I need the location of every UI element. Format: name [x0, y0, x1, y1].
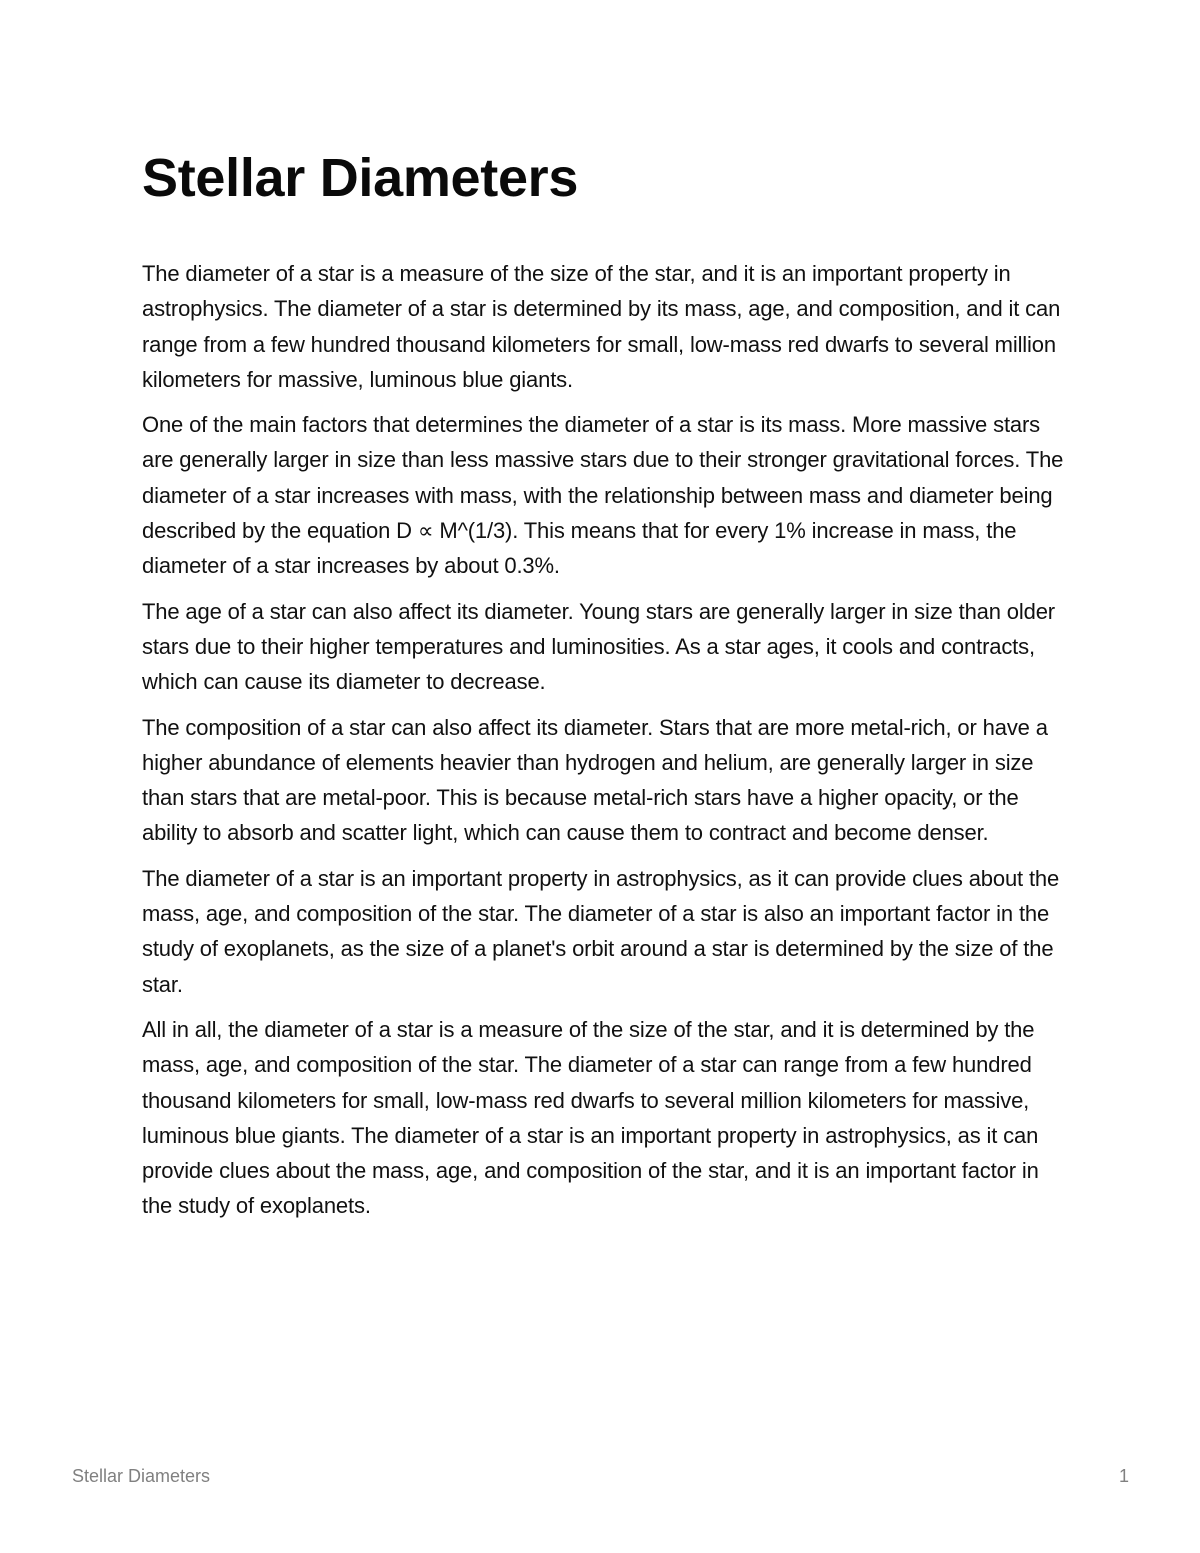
- page-title: Stellar Diameters: [142, 148, 579, 208]
- paragraph-age: The age of a star can also affect its diameter. Young stars are generally larger in size than older stars due to their higher temperatures and luminosities. As a star ages, it cools and contracts, which can cause its diameter to decrease.: [142, 598, 1055, 695]
- paragraph-intro: The diameter of a star is a measure of the size of the star, and it is an important property in astrophysics. The diameter of a star is determined by its mass, age, and composition, and it can range from a few hundred thousand kilometers for small, low-mass red dwarfs to several million kilometers for massive, luminous blue giants.: [142, 261, 1061, 392]
- document-body: [142, 256, 1072, 1234]
- paragraph-mass: One of the main factors that determines the diameter of a star is its mass. More massive stars are generally larger in size than less massive stars due to their stronger gravitational forces. The diameter of a star increases with mass, with the relationship between mass and diameter being described by the equation D ∝ M^(1/3). This means that for every 1% increase in mass, the diameter of a star increases by about 0.3%.: [142, 412, 1064, 579]
- footer-document-title: Stellar Diameters: [72, 1466, 211, 1486]
- footer-page-number: 1: [1118, 1466, 1129, 1486]
- paragraph-importance: The diameter of a star is an important property in astrophysics, as it can provide clues about the mass, age, and composition of the star. The diameter of a star is also an important factor in the study of exoplanets, as the size of a planet's orbit around a star is determined by the size of the star.: [142, 865, 1060, 997]
- paragraph-composition: The composition of a star can also affect its diameter. Stars that are more metal-rich, or have a higher abundance of elements heavier than hydrogen and helium, are generally larger in size than stars that are metal-poor. This is because metal-rich stars have a higher opacity, or the ability to absorb and scatter light, which can cause them to contract and become denser.: [142, 714, 1048, 846]
- paragraph-conclusion: All in all, the diameter of a star is a measure of the size of the star, and it is determined by the mass, age, and composition of the star. The diameter of a star can range from a few hundred thousand kilometers for small, low-mass red dwarfs to several million kilometers for massive, luminous blue giants. The diameter of a star is an important property in astrophysics, as it can provide clues about the mass, age, and composition of the star, and it is an important factor in the study of exoplanets.: [142, 1016, 1039, 1219]
